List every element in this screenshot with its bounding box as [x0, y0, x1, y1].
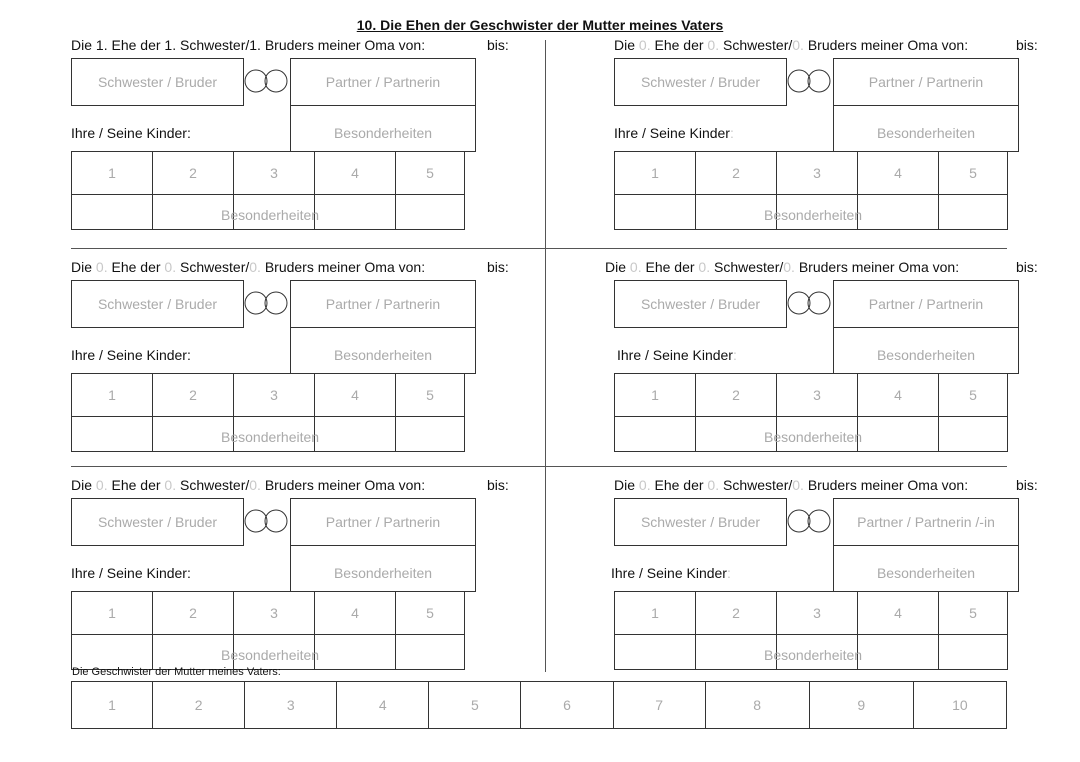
- child-cell[interactable]: 5: [396, 374, 465, 417]
- child-cell[interactable]: 4: [315, 374, 396, 417]
- partner-besonderheiten-field[interactable]: Besonderheiten: [290, 327, 476, 374]
- children-besonderheiten-label: Besonderheiten: [764, 647, 863, 663]
- section-divider: [71, 248, 1007, 249]
- child-besonderheiten-cell[interactable]: [72, 417, 153, 452]
- marriage-header: Die 0. Ehe der 0. Schwester/0. Bruders meiner Oma von:: [71, 259, 426, 275]
- child-cell[interactable]: 1: [615, 374, 696, 417]
- sibling-field[interactable]: Schwester / Bruder: [614, 280, 787, 328]
- child-besonderheiten-cell[interactable]: [939, 195, 1008, 230]
- kinder-label: Ihre / Seine Kinder:: [617, 347, 737, 363]
- child-cell[interactable]: 5: [939, 374, 1008, 417]
- sibling-number-cell[interactable]: 8: [705, 682, 809, 729]
- child-besonderheiten-cell[interactable]: [396, 635, 465, 670]
- bis-label: bis:: [1016, 259, 1038, 275]
- child-cell[interactable]: 2: [696, 592, 777, 635]
- marriage-rings-icon: [243, 290, 291, 316]
- sibling-field[interactable]: Schwester / Bruder: [71, 280, 244, 328]
- sibling-field[interactable]: Schwester / Bruder: [614, 58, 787, 106]
- child-cell[interactable]: 1: [72, 152, 153, 195]
- children-besonderheiten-label: Besonderheiten: [221, 647, 320, 663]
- children-besonderheiten-label: Besonderheiten: [221, 429, 320, 445]
- partner-field[interactable]: Partner / Partnerin: [833, 280, 1019, 328]
- child-cell[interactable]: 3: [777, 152, 858, 195]
- kinder-label: Ihre / Seine Kinder:: [71, 565, 191, 581]
- child-cell[interactable]: 3: [234, 374, 315, 417]
- marriage-header: Die 0. Ehe der 0. Schwester/0. Bruders meiner Oma von:: [605, 259, 960, 275]
- kinder-label: Ihre / Seine Kinder:: [614, 125, 734, 141]
- bis-label: bis:: [487, 259, 509, 275]
- marriage-rings-icon: [243, 508, 291, 534]
- marriage-header: Die 0. Ehe der 0. Schwester/0. Bruders meiner Oma von:: [614, 477, 969, 493]
- child-besonderheiten-cell[interactable]: [939, 417, 1008, 452]
- children-besonderheiten-label: Besonderheiten: [764, 429, 863, 445]
- partner-besonderheiten-field[interactable]: Besonderheiten: [290, 105, 476, 152]
- marriage-rings-icon: [786, 508, 834, 534]
- bis-label: bis:: [1016, 477, 1038, 493]
- sibling-number-cell[interactable]: 4: [337, 682, 429, 729]
- section-divider: [71, 466, 1007, 467]
- child-besonderheiten-cell[interactable]: [615, 417, 696, 452]
- child-cell[interactable]: 1: [615, 152, 696, 195]
- partner-field[interactable]: Partner / Partnerin /-in: [833, 498, 1019, 546]
- child-cell[interactable]: 3: [234, 152, 315, 195]
- child-cell[interactable]: 1: [72, 592, 153, 635]
- child-cell[interactable]: 1: [72, 374, 153, 417]
- child-besonderheiten-cell[interactable]: [72, 635, 153, 670]
- child-cell[interactable]: 1: [615, 592, 696, 635]
- child-cell[interactable]: 2: [696, 152, 777, 195]
- partner-besonderheiten-field[interactable]: Besonderheiten: [290, 545, 476, 592]
- child-besonderheiten-cell[interactable]: [315, 635, 396, 670]
- sibling-number-cell[interactable]: 3: [245, 682, 337, 729]
- kinder-label: Ihre / Seine Kinder:: [71, 347, 191, 363]
- partner-besonderheiten-field[interactable]: Besonderheiten: [833, 327, 1019, 374]
- sibling-field[interactable]: Schwester / Bruder: [614, 498, 787, 546]
- child-cell[interactable]: 4: [315, 152, 396, 195]
- siblings-table: [71, 681, 1007, 729]
- sibling-number-cell[interactable]: 5: [429, 682, 521, 729]
- children-besonderheiten-label: Besonderheiten: [221, 207, 320, 223]
- bis-label: bis:: [487, 477, 509, 493]
- center-divider: [545, 40, 546, 672]
- child-besonderheiten-cell[interactable]: [858, 195, 939, 230]
- child-cell[interactable]: 5: [396, 152, 465, 195]
- sibling-number-cell[interactable]: 7: [613, 682, 705, 729]
- marriage-header: Die 0. Ehe der 0. Schwester/0. Bruders meiner Oma von:: [614, 37, 969, 53]
- child-cell[interactable]: 5: [396, 592, 465, 635]
- child-cell[interactable]: 5: [939, 152, 1008, 195]
- child-cell[interactable]: 3: [234, 592, 315, 635]
- child-cell[interactable]: 2: [153, 374, 234, 417]
- children-besonderheiten-label: Besonderheiten: [764, 207, 863, 223]
- bis-label: bis:: [487, 37, 509, 53]
- sibling-field[interactable]: Schwester / Bruder: [71, 498, 244, 546]
- child-cell[interactable]: 5: [939, 592, 1008, 635]
- child-cell[interactable]: 4: [315, 592, 396, 635]
- child-cell[interactable]: 4: [858, 374, 939, 417]
- child-besonderheiten-cell[interactable]: [315, 195, 396, 230]
- partner-besonderheiten-field[interactable]: Besonderheiten: [833, 105, 1019, 152]
- child-besonderheiten-cell[interactable]: [72, 195, 153, 230]
- child-besonderheiten-cell[interactable]: [315, 417, 396, 452]
- marriage-rings-icon: [786, 290, 834, 316]
- sibling-number-cell[interactable]: 9: [809, 682, 913, 729]
- child-cell[interactable]: 4: [858, 592, 939, 635]
- child-besonderheiten-cell[interactable]: [396, 195, 465, 230]
- child-cell[interactable]: 4: [858, 152, 939, 195]
- marriage-header: Die 0. Ehe der 0. Schwester/0. Bruders meiner Oma von:: [71, 477, 426, 493]
- sibling-number-cell[interactable]: 1: [72, 682, 153, 729]
- child-besonderheiten-cell[interactable]: [858, 417, 939, 452]
- sibling-number-cell[interactable]: 10: [913, 682, 1006, 729]
- child-cell[interactable]: 2: [153, 152, 234, 195]
- marriage-rings-icon: [243, 68, 291, 94]
- partner-field[interactable]: Partner / Partnerin: [290, 280, 476, 328]
- child-besonderheiten-cell[interactable]: [615, 635, 696, 670]
- kinder-label: Ihre / Seine Kinder:: [611, 565, 731, 581]
- child-besonderheiten-cell[interactable]: [939, 635, 1008, 670]
- page-title: 10. Die Ehen der Geschwister der Mutter meines Vaters: [356, 17, 724, 33]
- kinder-label: Ihre / Seine Kinder:: [71, 125, 191, 141]
- sibling-field[interactable]: Schwester / Bruder: [71, 58, 244, 106]
- partner-field[interactable]: Partner / Partnerin: [290, 58, 476, 106]
- partner-field[interactable]: Partner / Partnerin: [833, 58, 1019, 106]
- bottom-label: Die Geschwister der Mutter meines Vaters:: [72, 666, 281, 678]
- sibling-number-cell[interactable]: 6: [521, 682, 613, 729]
- child-cell[interactable]: 2: [696, 374, 777, 417]
- partner-field[interactable]: Partner / Partnerin: [290, 498, 476, 546]
- child-cell[interactable]: 3: [777, 374, 858, 417]
- bis-label: bis:: [1016, 37, 1038, 53]
- child-cell[interactable]: 3: [777, 592, 858, 635]
- marriage-header: Die 1. Ehe der 1. Schwester/1. Bruders meiner Oma von:: [71, 37, 426, 53]
- child-besonderheiten-cell[interactable]: [615, 195, 696, 230]
- partner-besonderheiten-field[interactable]: Besonderheiten: [833, 545, 1019, 592]
- sibling-number-cell[interactable]: 2: [153, 682, 245, 729]
- marriage-rings-icon: [786, 68, 834, 94]
- child-besonderheiten-cell[interactable]: [858, 635, 939, 670]
- child-besonderheiten-cell[interactable]: [396, 417, 465, 452]
- child-cell[interactable]: 2: [153, 592, 234, 635]
